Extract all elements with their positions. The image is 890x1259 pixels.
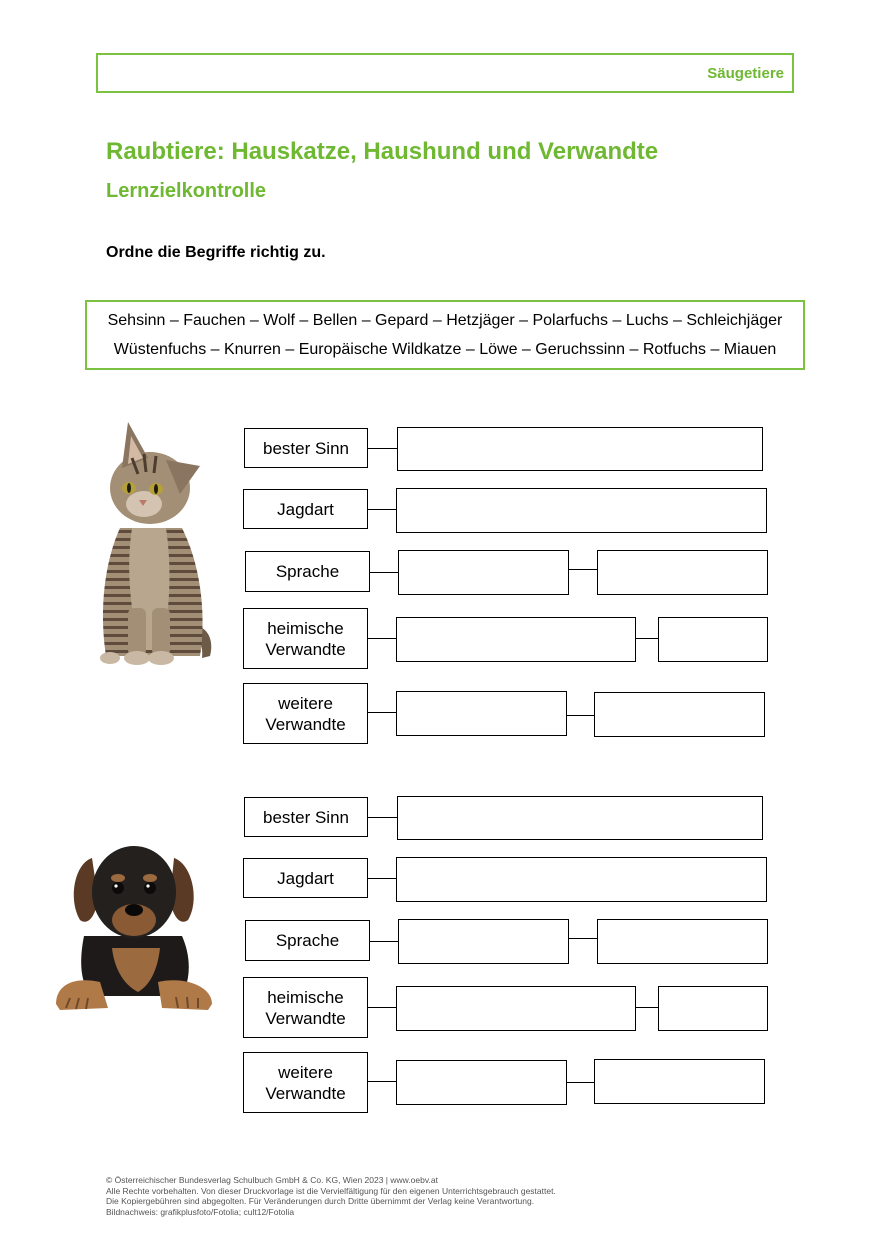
dog-answer-bester-sinn[interactable] xyxy=(397,796,763,840)
dog-label-jagdart: Jagdart xyxy=(243,858,368,898)
page-title: Raubtiere: Hauskatze, Haushund und Verwandte xyxy=(106,138,659,165)
word-bank-line-2: Wüstenfuchs – Knurren – Europäische Wildkatze – Löwe – Geruchssinn – Rotfuchs – Miauen xyxy=(113,341,777,358)
header-box xyxy=(96,53,794,93)
word-bank xyxy=(85,300,805,370)
cat-answer-weitere-1[interactable] xyxy=(396,691,567,736)
section-label: Säugetiere xyxy=(707,65,784,82)
cat-label-bester-sinn: bester Sinn xyxy=(244,428,368,468)
page-subtitle: Lernzielkontrolle xyxy=(106,180,267,202)
connector xyxy=(567,1082,595,1083)
dog-answer-heimische-1[interactable] xyxy=(396,986,636,1031)
connector xyxy=(370,941,399,942)
dog-answer-sprache-1[interactable] xyxy=(398,919,569,964)
cat-label-weitere-verwandte: weitere Verwandte xyxy=(243,683,368,744)
connector xyxy=(368,448,398,449)
footer-disclaimer: Die Kopiergebühren sind abgegolten. Für Veränderungen durch Dritte übernimmt der Verlag keine Verantwortung. xyxy=(106,1196,535,1206)
footer-image-credits: Bildnachweis: grafikplusfoto/Fotolia; cult12/Fotolia xyxy=(106,1206,295,1217)
connector xyxy=(370,572,399,573)
dog-label-heimische-verwandte: heimische Verwandte xyxy=(243,977,368,1038)
dog-answer-weitere-2[interactable] xyxy=(594,1059,765,1104)
footer-rights: Alle Rechte vorbehalten. Von dieser Druckvorlage ist die Vervielfältigung für den eigenen Unterrichtsgebrauch gestattet. xyxy=(106,1185,556,1196)
dog-answer-sprache-2[interactable] xyxy=(597,919,768,964)
connector xyxy=(368,878,397,879)
dog-answer-jagdart[interactable] xyxy=(396,857,767,902)
connector xyxy=(636,1007,659,1008)
footer xyxy=(106,1175,556,1217)
connector xyxy=(368,1081,397,1082)
cat-label-sprache: Sprache xyxy=(245,551,370,592)
instruction: Ordne die Begriffe richtig zu. xyxy=(106,244,326,261)
word-bank-line-1: Sehsinn – Fauchen – Wolf – Bellen – Gepard – Hetzjäger – Polarfuchs – Luchs – Schleichjäger xyxy=(107,312,783,329)
cat-answer-weitere-2[interactable] xyxy=(594,692,765,737)
cat-answer-sprache-2[interactable] xyxy=(597,550,768,595)
dog-label-sprache: Sprache xyxy=(245,920,370,961)
connector xyxy=(569,938,598,939)
connector xyxy=(368,638,397,639)
connector xyxy=(567,715,595,716)
cat-answer-sprache-1[interactable] xyxy=(398,550,569,595)
connector xyxy=(368,817,398,818)
cat-answer-heimische-2[interactable] xyxy=(658,617,768,662)
connector xyxy=(636,638,659,639)
cat-answer-heimische-1[interactable] xyxy=(396,617,636,662)
cat-label-heimische-verwandte: heimische Verwandte xyxy=(243,608,368,669)
cat-photo xyxy=(92,418,220,670)
dog-photo xyxy=(52,836,214,1014)
dog-answer-weitere-1[interactable] xyxy=(396,1060,567,1105)
dog-label-weitere-verwandte: weitere Verwandte xyxy=(243,1052,368,1113)
connector xyxy=(368,1007,397,1008)
connector xyxy=(368,712,397,713)
connector xyxy=(569,569,598,570)
connector xyxy=(368,509,397,510)
cat-label-jagdart: Jagdart xyxy=(243,489,368,529)
footer-copyright: © Österreichischer Bundesverlag Schulbuch GmbH & Co. KG, Wien 2023 | www.oebv.at xyxy=(106,1175,438,1185)
dog-label-bester-sinn: bester Sinn xyxy=(244,797,368,837)
dog-answer-heimische-2[interactable] xyxy=(658,986,768,1031)
cat-answer-bester-sinn[interactable] xyxy=(397,427,763,471)
cat-answer-jagdart[interactable] xyxy=(396,488,767,533)
